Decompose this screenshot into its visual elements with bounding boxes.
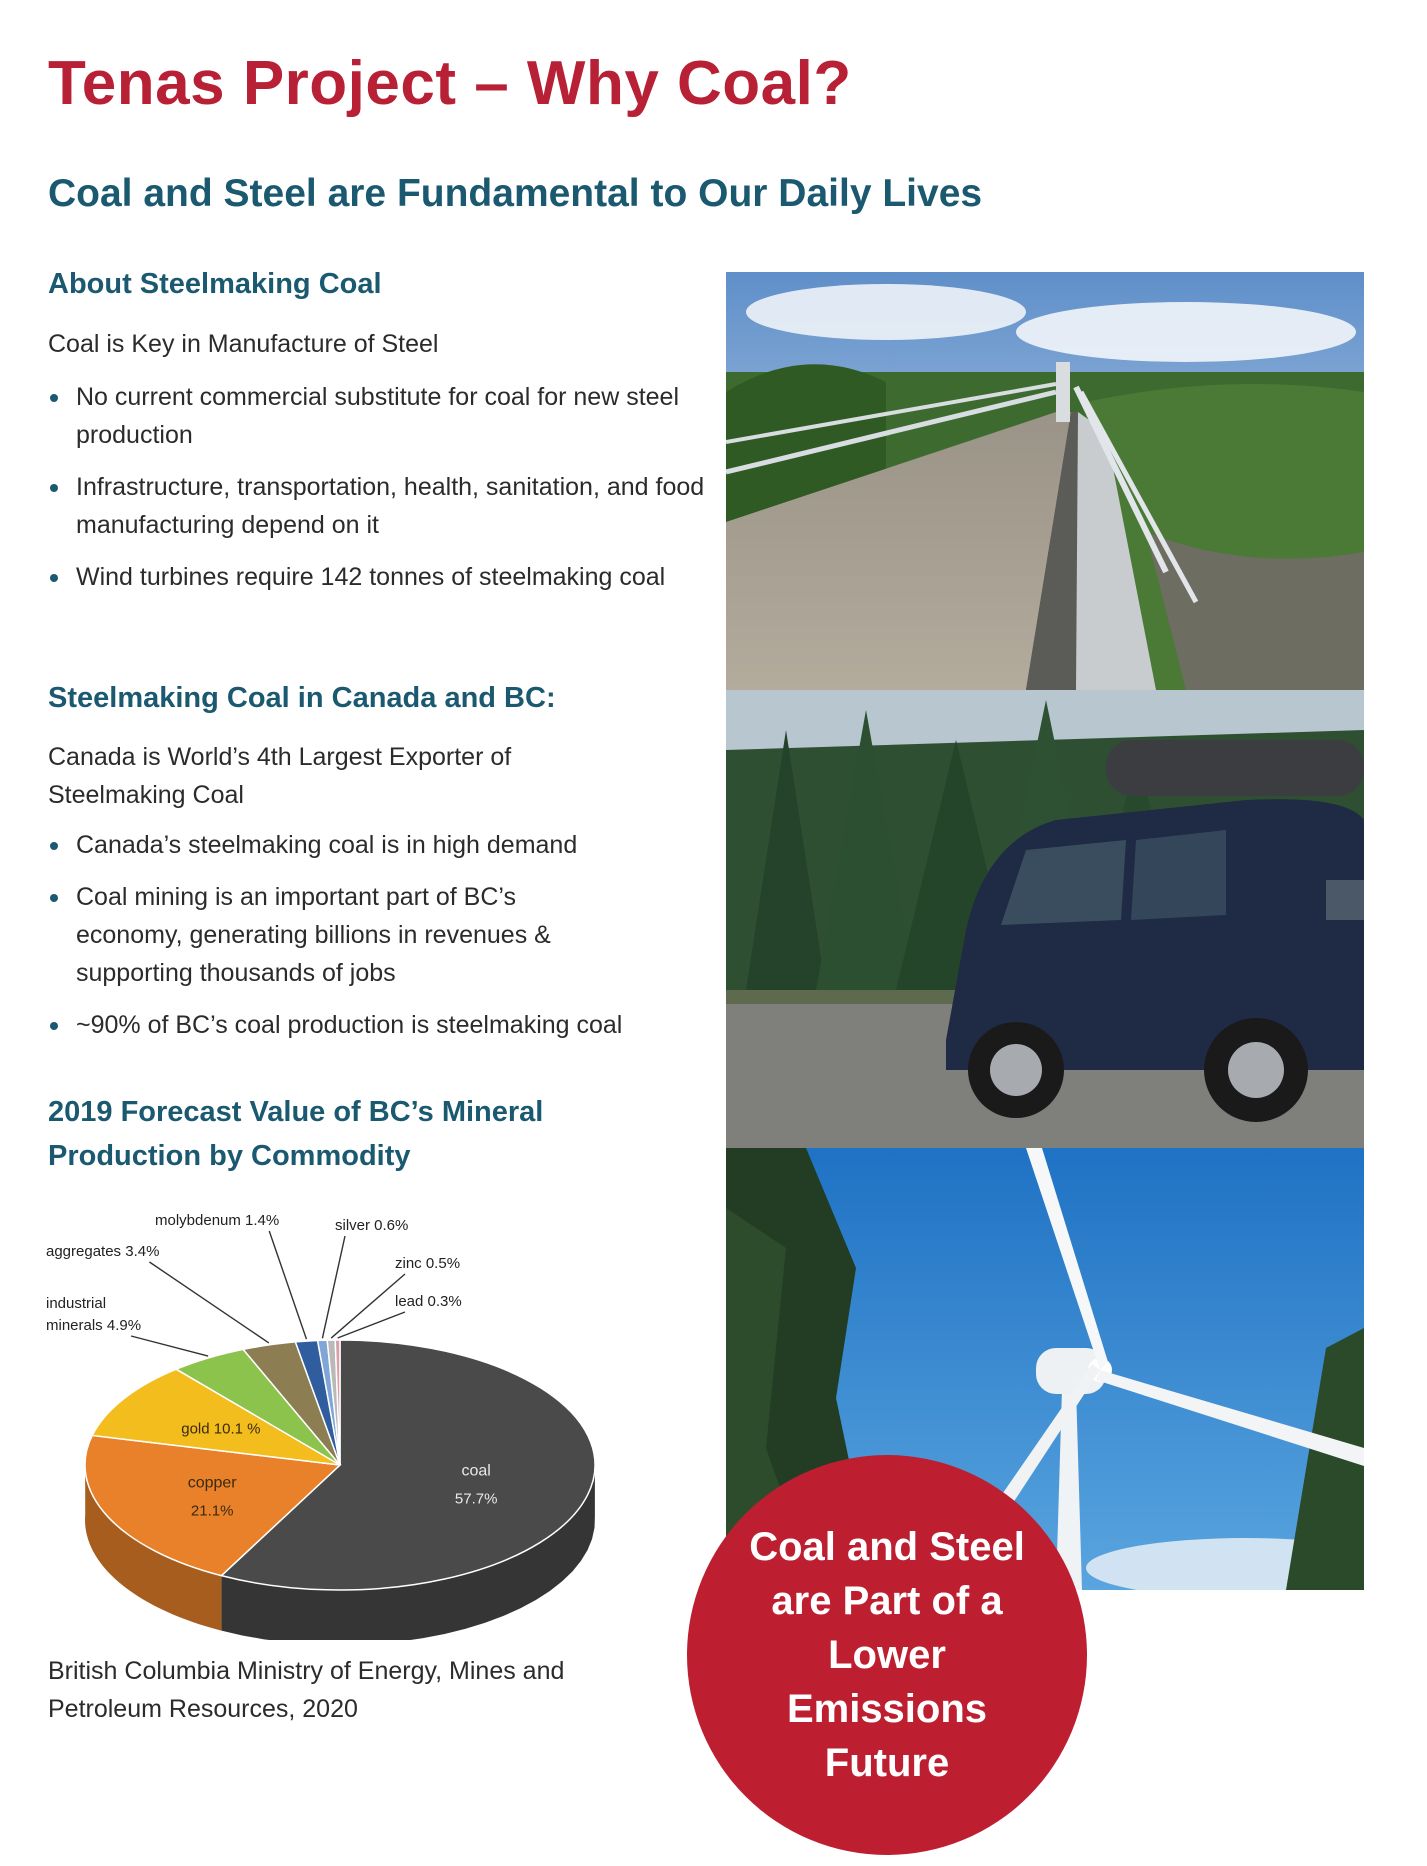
bullet-text: Wind turbines require 142 tonnes of steelmaking coal bbox=[76, 563, 666, 591]
pie-leader-line-industrial-minerals bbox=[131, 1336, 208, 1356]
pie-label-industrial-minerals: minerals 4.9% bbox=[46, 1317, 142, 1334]
pie-label-copper: copper bbox=[187, 1474, 237, 1492]
bullet-icon bbox=[50, 1022, 58, 1030]
page-subtitle: Coal and Steel are Fundamental to Our Daily Lives bbox=[48, 172, 983, 215]
pie-label-zinc: zinc 0.5% bbox=[395, 1255, 461, 1272]
bridge-photo bbox=[726, 272, 1364, 690]
source-citation: British Columbia Ministry of Energy, Mines and Petroleum Resources, 2020 bbox=[48, 1657, 565, 1723]
bullet-icon bbox=[50, 842, 58, 850]
pie-label-silver: silver 0.6% bbox=[335, 1217, 409, 1234]
pie-leader-line-aggregates bbox=[149, 1262, 268, 1343]
page-title: Tenas Project – Why Coal? bbox=[48, 49, 852, 118]
list-item bbox=[48, 378, 728, 454]
pie-leader-line-silver bbox=[322, 1236, 345, 1338]
bullet-text: ~90% of BC’s coal production is steelmaking coal bbox=[76, 1011, 623, 1039]
pie-label-industrial-minerals-line1: industrial bbox=[46, 1295, 107, 1312]
bullet-text: Canada’s steelmaking coal is in high demand bbox=[76, 831, 578, 859]
callout-circle bbox=[687, 1455, 1087, 1855]
bullet-text: No current commercial substitute for coal for new steel production bbox=[76, 383, 680, 449]
pie-leader-line-zinc bbox=[331, 1274, 405, 1338]
bullet-text: Coal mining is an important part of BC’s economy, generating billions in revenues & supporting thousands of jobs bbox=[76, 883, 551, 987]
about-heading: About Steelmaking Coal bbox=[48, 268, 382, 300]
bullet-icon bbox=[50, 484, 58, 492]
mineral-pie-chart bbox=[40, 1200, 640, 1640]
list-item bbox=[48, 826, 748, 864]
list-item bbox=[48, 878, 616, 992]
about-lead: Coal is Key in Manufacture of Steel bbox=[48, 330, 439, 358]
canada-bullet-list bbox=[48, 826, 748, 1058]
bullet-text: Infrastructure, transportation, health, sanitation, and food manufacturing depend on it bbox=[76, 473, 705, 539]
canada-lead: Canada is World’s 4th Largest Exporter of Steelmaking Coal bbox=[48, 743, 512, 809]
bullet-icon bbox=[50, 394, 58, 402]
pie-label-aggregates: aggregates 3.4% bbox=[46, 1243, 160, 1260]
pie-label-gold: gold 10.1 % bbox=[181, 1420, 261, 1438]
chart-heading: 2019 Forecast Value of BC’s Mineral Production by Commodity bbox=[48, 1096, 544, 1172]
list-item bbox=[48, 558, 728, 596]
pie-leader-line-molybdenum bbox=[269, 1231, 306, 1339]
suv-photo bbox=[726, 690, 1364, 1148]
suv-image bbox=[726, 690, 1364, 1148]
pie-leader-line-lead bbox=[338, 1312, 405, 1338]
pie-label-coal: coal bbox=[461, 1462, 491, 1480]
pie-label-lead: lead 0.3% bbox=[395, 1293, 462, 1310]
bullet-icon bbox=[50, 894, 58, 902]
list-item bbox=[48, 1006, 748, 1044]
bridge-image bbox=[726, 272, 1364, 690]
about-bullet-list bbox=[48, 378, 728, 610]
pie-label-molybdenum: molybdenum 1.4% bbox=[155, 1212, 280, 1229]
pie-value-coal: 57.7% bbox=[454, 1490, 498, 1508]
list-item bbox=[48, 468, 728, 544]
canada-heading: Steelmaking Coal in Canada and BC: bbox=[48, 682, 556, 714]
bullet-icon bbox=[50, 574, 58, 582]
pie-value-copper: 21.1% bbox=[190, 1502, 234, 1520]
callout-text: Coal and Steel are Part of a Lower Emissions Future bbox=[749, 1525, 1025, 1785]
